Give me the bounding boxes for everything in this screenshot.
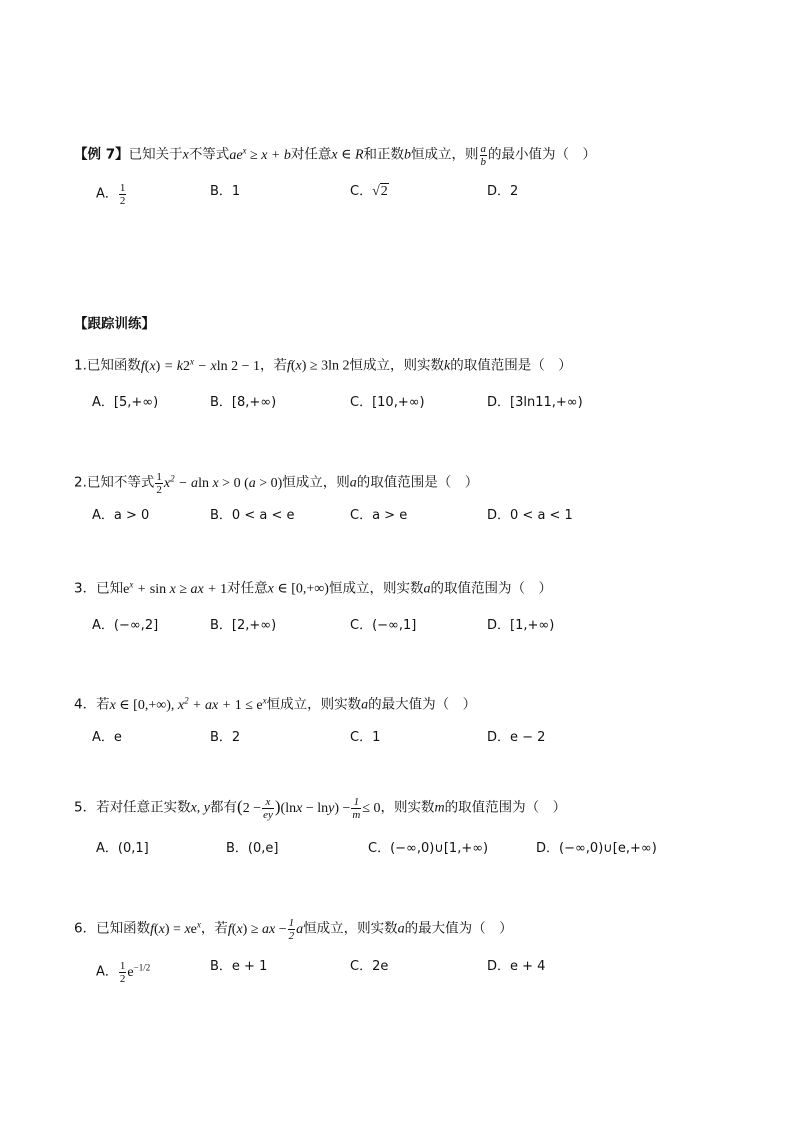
question-4-option-b[interactable]: B．2 — [210, 730, 241, 745]
example7-option-a[interactable]: A． $\frac{1}{2}$ — [96, 182, 126, 207]
question-2-option-a[interactable]: A．a > 0 — [92, 508, 150, 523]
math-domain: x ∈ [0,+∞) — [267, 581, 329, 597]
question-5-option-b[interactable]: B．(0,e] — [226, 841, 279, 856]
math-fraction-a-over-b: $\frac{a}{b}$ — [480, 142, 487, 168]
question-6-option-b[interactable]: B．e + 1 — [210, 959, 268, 974]
question-3-option-d[interactable]: D．[1,+∞) — [487, 618, 555, 633]
question-6-option-c[interactable]: C．2e — [350, 959, 389, 974]
question-5-option-a[interactable]: A．(0,1] — [96, 841, 149, 856]
math-one-half: $\frac{1}{2}$ — [119, 182, 126, 207]
question-6-stem: 6．已知函数$f(x) = xe^x$，若f(x) ≥ ax − $\frac{1}{2}$ a恒成立，则实数a的最大值为（ ） — [74, 916, 513, 942]
section-title: 【跟踪训练】 — [74, 316, 155, 332]
math-inequality: $ae^x \ge x + b$ — [229, 145, 291, 163]
question-1-option-d[interactable]: D．[3ln11,+∞) — [487, 395, 583, 410]
math-one-half: $\frac{1}{2}$ — [119, 959, 126, 985]
question-3-option-b[interactable]: B．[2,+∞) — [210, 618, 277, 633]
math-inequality: $e^x + \sin x$ ≥ ax + 1 — [123, 579, 228, 597]
question-4-stem: 4．若x ∈ [0,+∞), $x^2$ + ax + $1 \le e^x$恒成立，则实数a的最大值为（ ） — [74, 695, 477, 713]
example7-option-b[interactable]: B．1 — [210, 184, 241, 199]
question-4-option-c[interactable]: C．1 — [350, 730, 381, 745]
question-1-option-a[interactable]: A．[5,+∞) — [92, 395, 159, 410]
question-6-option-d[interactable]: D．e + 4 — [487, 959, 546, 974]
question-1-stem: 1.已知函数$f(x) = k2^x - xln$ 2 − 1，若f(x) ≥ 3ln 2恒成立，则实数k的取值范围是（ ） — [74, 356, 572, 374]
question-6-option-a[interactable]: A． $\frac{1}{2}$ $e^{-1/2}$ — [96, 959, 151, 985]
question-1-option-c[interactable]: C．[10,+∞) — [350, 395, 425, 410]
question-1-option-b[interactable]: B．[8,+∞) — [210, 395, 277, 410]
math-condition: f(x) ≥ 3ln 2 — [286, 358, 350, 374]
math-function-f: $f(x) = xe^x$ — [150, 919, 201, 937]
question-5-stem: 5．若对任意正实数x, y都有(2 − $\frac{x}{ey}$ )(lnx − lny) − $\frac{1}{m}$ ≤ 0，则实数m的取值范围为（ ） — [74, 796, 567, 821]
math-inequality: (2 − $\frac{x}{ey}$ )(lnx − lny) − $\frac{1}{m}$ ≤ 0 — [237, 796, 381, 821]
question-2-option-b[interactable]: B．0 < a < e — [210, 508, 295, 523]
math-a: a — [361, 697, 369, 713]
question-4-option-a[interactable]: A．e — [92, 730, 122, 745]
math-condition: f(x) ≥ ax − $\frac{1}{2}$ a — [227, 916, 304, 942]
math-k: k — [444, 358, 451, 374]
math-e-power: $e^{-1/2}$ — [127, 962, 151, 980]
question-5-option-c[interactable]: C．(−∞,0)∪[1,+∞) — [368, 841, 489, 856]
question-4-option-d[interactable]: D．e − 2 — [487, 730, 546, 745]
example-tag: 【例 7】 — [74, 146, 129, 163]
math-a: a — [397, 921, 405, 937]
math-a: a — [423, 581, 431, 597]
math-a: a — [349, 475, 357, 491]
example7-option-c[interactable]: C．√2 — [350, 182, 389, 202]
question-2-option-d[interactable]: D．0 < a < 1 — [487, 508, 573, 523]
math-inequality: $x^2 - aln$ x > 0 (a > 0) — [163, 473, 283, 491]
question-3-stem: 3．已知$e^x + \sin x$ ≥ ax + 1对任意x ∈ [0,+∞)恒成立，则实数a的取值范围为（ ） — [74, 579, 552, 597]
math-m: m — [434, 800, 445, 816]
example7-stem: 【例 7】已知关于x不等式$ae^x \ge x + b$对任意x ∈ R和正数b恒成立，则 $\frac{a}{b}$ 的最小值为（ ） — [74, 142, 597, 168]
question-3-option-a[interactable]: A．(−∞,2] — [92, 618, 159, 633]
question-2-option-c[interactable]: C．a > e — [350, 508, 408, 523]
question-2-stem: 2.已知不等式 $\frac{1}{2}$ $x^2 - aln$ x > 0 (a > 0)恒成立，则a的取值范围是（ ） — [74, 470, 479, 496]
question-3-option-c[interactable]: C．(−∞,1] — [350, 618, 417, 633]
example7-option-d[interactable]: D．2 — [487, 184, 519, 199]
math-xy: x, y — [190, 800, 211, 816]
math-domain: x ∈ R — [331, 147, 364, 163]
math-x: x — [182, 147, 189, 163]
math-condition: x ∈ [0,+∞), $x^2$ + ax + $1 \le e^x$ — [109, 695, 267, 713]
question-5-option-d[interactable]: D．(−∞,0)∪[e,+∞) — [536, 841, 657, 856]
math-sqrt-2: √2 — [372, 184, 388, 199]
math-one-half: $\frac{1}{2}$ — [156, 470, 162, 496]
math-function-f: $f(x) = k2^x - xln$ 2 − 1 — [140, 356, 260, 374]
math-b: b — [404, 147, 412, 163]
